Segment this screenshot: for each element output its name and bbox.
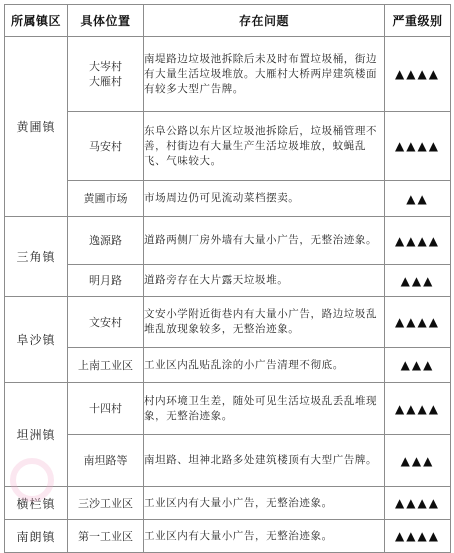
table-row [5,181,451,217]
table-row [5,37,451,112]
town-cell: 坦洲镇 [5,383,68,487]
location-cell: 三沙工业区 [68,487,144,520]
problem-cell: 东阜公路以东片区垃圾池拆除后，垃圾桶管理不善，村街边有大量生产生活垃圾堆放，蚊蝇乱飞、气味较大。 [144,112,385,181]
issues-table [4,4,451,553]
table-row [5,297,451,348]
location-cell: 文安村 [68,297,144,348]
location-cell: 十四村 [68,383,144,435]
location-cell: 上南工业区 [68,348,144,383]
severity-cell: ▲▲▲▲ [385,112,451,181]
severity-cell: ▲▲ [385,181,451,217]
location-cell: 黄圃市场 [68,181,144,217]
severity-cell: ▲▲▲ [385,265,451,297]
severity-cell: ▲▲▲ [385,435,451,487]
table-row [5,435,451,487]
problem-cell: 工业区内有大量小广告，无整治迹象。 [144,520,385,553]
problem-cell: 道路两侧厂房外墙有大量小广告，无整治迹象。 [144,217,385,265]
table-header-row [5,5,451,37]
table-row [5,217,451,265]
location-cell: 逸源路 [68,217,144,265]
problem-cell: 南坦路、坦神北路多处建筑楼顶有大型广告牌。 [144,435,385,487]
severity-cell: ▲▲▲▲ [385,37,451,112]
problem-cell: 村内环境卫生差，随处可见生活垃圾乱丢乱堆现象，无整治迹象。 [144,383,385,435]
severity-cell: ▲▲▲▲ [385,520,451,553]
location-line: 大雁村 [89,75,122,88]
header-town: 所属镇区 [5,5,68,37]
town-cell: 横栏镇 [5,487,68,520]
town-cell: 黄圃镇 [5,37,68,217]
severity-cell: ▲▲▲▲ [385,297,451,348]
problem-cell: 道路旁存在大片露天垃圾堆。 [144,265,385,297]
problem-cell: 工业区内乱贴乱涂的小广告清理不彻底。 [144,348,385,383]
severity-cell: ▲▲▲▲ [385,487,451,520]
location-cell [68,37,144,112]
location-cell: 南坦路等 [68,435,144,487]
town-cell: 阜沙镇 [5,297,68,383]
problem-cell: 工业区内有大量小广告，无整治迹象。 [144,487,385,520]
town-cell: 南朗镇 [5,520,68,553]
location-cell: 马安村 [68,112,144,181]
header-severity: 严重级别 [385,5,451,37]
header-problem: 存在问题 [144,5,385,37]
town-cell: 三角镇 [5,217,68,297]
table-row [5,383,451,435]
problem-cell: 市场周边仍可见流动菜档摆卖。 [144,181,385,217]
location-line: 大岑村 [89,60,122,73]
header-location: 具体位置 [68,5,144,37]
severity-cell: ▲▲▲ [385,348,451,383]
table-row [5,348,451,383]
severity-cell: ▲▲▲▲ [385,217,451,265]
table-row [5,487,451,520]
problem-cell: 南堤路边垃圾池拆除后未及时布置垃圾桶，街边有大量生活垃圾堆放。大雁村大桥两岸建筑楼面有较多大型广告牌。 [144,37,385,112]
location-cell: 明月路 [68,265,144,297]
severity-cell: ▲▲▲▲ [385,383,451,435]
table-row [5,112,451,181]
table-row [5,265,451,297]
problem-cell: 文安小学附近街巷内有大量小广告，路边垃圾乱堆乱放现象较多，无整治迹象。 [144,297,385,348]
location-cell: 第一工业区 [68,520,144,553]
table-row [5,520,451,553]
